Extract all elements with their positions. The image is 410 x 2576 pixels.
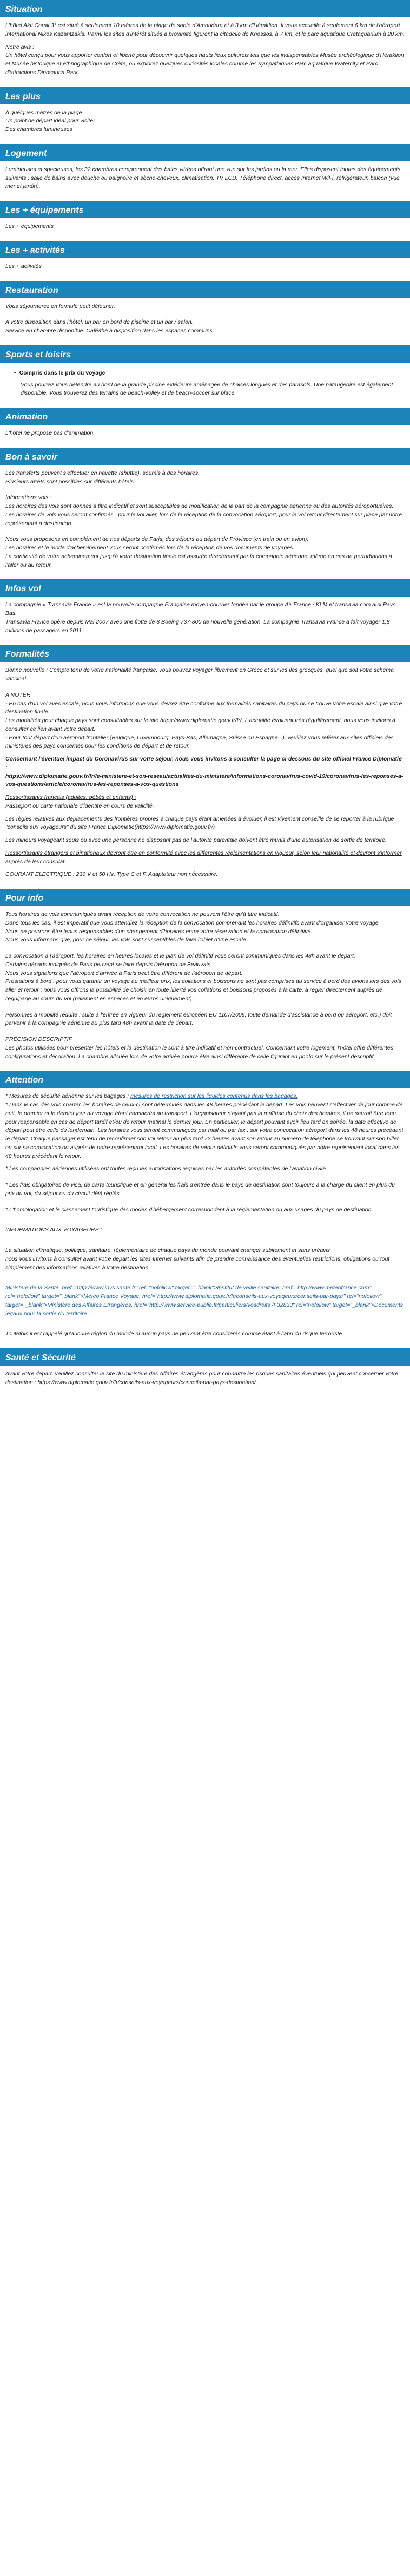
list-item: A quelques mètres de la plage [5, 109, 82, 116]
paragraph: - En cas d'un vol avec escale, nous vous informons que vous devrez être conforme aux formalités sanitaires du pays où se trouve votre escale ainsi que votre destination finale. [5, 700, 402, 716]
section-title: Infos vol [0, 579, 410, 597]
section-bon-a-savoir [0, 448, 410, 570]
paragraph: Les + activités [5, 263, 42, 270]
paragraph: Les modalités pour chaque pays sont consultables sur le site https://www.diplomatie.gouv.fr/fr/. L'actualité évoluant très régulièrement, nous vous invitons à consulter ce lien avant votre départ. [5, 717, 395, 732]
paragraph: Un hôtel conçu pour vous apporter confort et liberté pour découvrir quelques hauts lieux culturels tels que les indispensables Musée archéologique d'Héraklion et Musée historique et ethnographique de Crète, ou explorez quelques curiosités locales comme les sympathiques Parc aquatique Watercity et Parc d'attractions Dinosauria Park. [5, 52, 404, 76]
paragraph: nous vous invitons à consulter avant votre départ les sites Internet suivants afin de prendre connaissance des éventuelles restrictions, obligations ou tout simplement des informations relatives à votre destination. [5, 1255, 390, 1271]
section-title: Santé et Sécurité [0, 1348, 410, 1366]
link-ministere-sante[interactable]: Ministère de la Santé [5, 1284, 59, 1292]
list-item: Un point de départ idéal pour visiter [5, 117, 95, 124]
paragraph: L'hôtel ne propose pas d'animation. [5, 430, 95, 436]
paragraph: Nous vous proposons en complément de nos départs de Paris, des séjours au départ de Province (en train ou en avion). [5, 536, 309, 543]
section-title: Les + activités [0, 241, 410, 258]
paragraph: Bonne nouvelle : Compte tenu de votre nationalité française, vous pouvez voyager librement en Grèce et sur les îles grecques, quel que soit votre schéma vaccinal. [5, 667, 394, 682]
paragraph: La continuité de votre acheminement jusqu'à votre destination finale est assurée directement par la compagnie aérienne, même en cas de perturbations à l'aller ou au retour. [5, 553, 392, 568]
paragraph: Prestations à bord : pour vous garantir un voyage au meilleur prix, les collations et boissons ne sont pas comprises au service à bord des avions lors des vols aller et retour ; nous vous offrons la possibilité de choisir en toute liberté vos collations et boissons proposés à la carte, à régler directement auprès de l'équipage au cours du vol (paiement en espèces et en euros uniquement). [5, 978, 401, 1002]
paragraph: Service en chambre disponible. Café/thé à disposition dans les espaces communs. [5, 327, 214, 334]
paragraph: Informations vols : [5, 494, 52, 501]
paragraph: La compagnie « Transavia France » est la nouvelle compagnie Française moyen-courrier fondée par le groupe Air France / KLM et transavia.com aux Pays Bas. [5, 601, 396, 617]
paragraph: Les règles relatives aux déplacements des frontières propres à chaque pays étant amenées à évoluer, il est vivement conseillé de se reporter à la rubrique "conseils aux voyageurs" du site France Diplomatie(https://www.diplomatie.gouv.fr/) [5, 815, 394, 831]
paragraph: Notre avis : [5, 43, 35, 50]
paragraph: Certains départs indiqués de Paris peuvent se faire depuis l'aéroport de Beauvais. [5, 961, 212, 968]
section-sante [0, 1348, 410, 1387]
link-diplomatie-covid[interactable]: https://www.diplomatie.gouv.fr/fr/le-ministere-et-son-reseau/actualites-du-ministere/informations-coronavirus-covid-19/coronavirus-les-reponses-a-vos-questions/article/coronavirus-les-reponses-a-vos-questions [5, 772, 404, 788]
paragraph: Personnes à mobilité réduite : suite à l'entrée en vigueur du règlement européen EU 1107/2006, toute demande d'assistance à bord ou aéroport, etc.) doit parvenir à la compagnie aérienne au plus tard 48h avant la date de départ. [5, 1011, 392, 1027]
section-title: Animation [0, 408, 410, 425]
section-attention [0, 1071, 410, 1339]
paragraph: Les horaires et le mode d'acheminement vous seront confirmés lors de la réception de vos documents de voyages. [5, 545, 295, 551]
paragraph: * L'homologation et le classement touristique des modes d'hébergement correspondent à la réglementation ou aux usages du pays de destination. [5, 1206, 373, 1213]
section-infos-vol [0, 579, 410, 635]
section-title: Restauration [0, 281, 410, 298]
section-title: Attention [0, 1071, 410, 1088]
paragraph: Passeport ou carte nationale d'identité en cours de validité. [5, 802, 154, 809]
section-animation [0, 408, 410, 438]
paragraph: PRÉCISION DESCRIPTIF [5, 1036, 72, 1043]
section-title: Logement [0, 144, 410, 161]
paragraph: Les horaires de vols vous seront confirmés : pour le vol aller, lors de la réception de la convocation aéroport, pour le vol retour directement sur place par notre représentant à destination. [5, 511, 402, 527]
paragraph: COURANT ELECTRIQUE : 230 V et 50 Hz. Type C et F. Adaptateur non nécessaire. [5, 871, 218, 878]
paragraph: Transavia France opère depuis Mai 2007 avec une flotte de 8 Boeing 737-800 de nouvelle génération. La compagnie Transavia France a fait voyager 1,8 millions de passagers en 2011. [5, 618, 390, 634]
section-title: Bon à savoir [0, 448, 410, 465]
section-plus [0, 87, 410, 134]
paragraph: Vous pourrez vous détendre au bord de la grande piscine extérieure aménagée de chaises longues et des parasols. Une pataugeoire est également disponible. Vous trouverez des terrains de beach-volley et de beach-soccer sur place. [21, 381, 393, 397]
paragraph: - Pour tout départ d'un aéroport frontalier (Belgique, Luxembourg, Pays-Bas, Allemagne, Suisse ou Espagne...), veuillez vous référer aux sites officiels des ministères des pays concernés pour les conditions de départ et de retour. [5, 734, 394, 750]
paragraph: Avant votre départ, veuillez consulter le site du ministère des Affaires étrangères pour connaître les risques sanitaires éventuels qui peuvent concerner votre destination : https://www.diplomatie.gouv.fr/fr/conseils-aux-voyageurs/conseils-par-pays-destination/ [5, 1371, 399, 1386]
paragraph: A NOTER [5, 691, 31, 698]
section-equipements [0, 201, 410, 231]
link-liquides[interactable]: mesures de restriction sur les liquides contenus dans les bagages. [130, 1093, 298, 1100]
paragraph: Nous vous informons que, pour ce séjour, les vols sont susceptibles de faire l'objet d'une escale. [5, 936, 248, 943]
paragraph: La situation climatique, politique, sanitaire, réglementaire de chaque pays du monde pouvant changer subitement et sans préavis [5, 1247, 330, 1254]
paragraph: Ressortissants étrangers et binationaux devront être en conformité avec les différentes réglementations en vigueur, selon leur nationalité et devront s'informer auprès de leur consulat. [5, 849, 402, 865]
section-formalites [0, 645, 410, 879]
section-restauration [0, 281, 410, 336]
paragraph: L'hôtel Akti Corali 3* est situé à seulement 10 mètres de la plage de sable d'Amoudara et à 3 km d'Héraklion. Il vous accueille à seulement 6 km de l'aéroport international Nikos Kazantzakis. Parmi les sites d'intérêt situés à proximité figurent la citadelle de Knossos, à 7 km, et le parc aquatique Cretaquarium à 20 km. [5, 22, 405, 37]
paragraph: INFORMATIONS AUX VOYAGEURS : [5, 1227, 102, 1234]
section-situation [0, 0, 410, 77]
paragraph: Vous séjournerez en formule petit déjeuner. [5, 303, 115, 310]
paragraph: Toutefois il est rappelé qu'aucune région du monde ni aucun pays ne peuvent être considérés comme étant à l'abri du risque terroriste. [5, 1330, 344, 1338]
section-title: Pour info [0, 889, 410, 906]
paragraph: Tous horaires de vols communiqués avant réception de votre convocation ne peuvent l'être qu'à titre indicatif. [5, 911, 280, 917]
paragraph: Les mineurs voyageant seuls ou avec une personne ne disposant pas de l'autorité parentale doivent être munis d'une autorisation de sortie de territoire. [5, 837, 387, 843]
section-activites [0, 241, 410, 271]
paragraph: Lumineuses et spacieuses, les 32 chambres comprennent des baies vitrées offrant une vue sur les jardins ou la mer. Elles disposent toutes des équipements suivants : salle de bains avec douche ou baignoire et sèche-cheveux, climatisation, TV LCD, Téléphone direct, accès Internet WiFi, réfrigérateur, balcon (vue mer et jardin). [5, 166, 401, 190]
paragraph: Nous vous signalons que l'aéroport d'arrivée à Paris peut être différent de l'aéroport de départ. [5, 969, 243, 976]
paragraph: La convocation à l'aéroport, les horaires en heures locales et le plan de vol définitif vous seront communiqués dans les 48h avant le départ. [5, 953, 355, 959]
paragraph: Nous ne pourrons être tenus responsables d'un changement d'horaires entre votre réservation et la convocation définitive. [5, 928, 313, 935]
paragraph: * Dans le cas des vols charter, les horaires de ceux-ci sont déterminés dans les 48 heures précédant le départ. Les vols peuvent s'effectuer de jour comme de nuit, le premier et le dernier jour du voyage étant consacrés au transport. L'organisateur n'ayant pas la maîtrise du choix des horaires, il ne saurait être tenu pour responsable en cas de départ tardif et/ou de retour matinal le dernier jour. En particulier, le départ pouvant avoir lieu tard en soirée, la date effective de départ peut être celle du lendemain. Les horaires vous seront communiqués par mail ou par fax ; sur votre convocation aéroport dans les 48 heures précédant le départ. Chaque passager est tenu de reconfirmer son vol retour au plus tard 72 heures avant son retour au numéro de téléphone se trouvant sur son billet ou sur sa convocation ou auprès de notre représentant local. Les horaires de retour définitifs vous seront communiqués par notre représentant local dans les 48 heures précédant le retour. [5, 1102, 404, 1159]
paragraph-text: * Mesures de sécurité aérienne sur les bagages : [5, 1093, 131, 1100]
section-logement [0, 144, 410, 191]
list-item-title: • Compris dans le prix du voyage [14, 369, 405, 378]
section-title: Les + équipements [0, 201, 410, 218]
paragraph: Les horaires des vols sont donnés à titre indicatif et sont susceptibles de modification de la part de la compagnie aérienne ou des autorités aéroportuaires. [5, 503, 394, 509]
paragraph [5, 1092, 405, 1101]
paragraph: Concernant l'éventuel impact du Coronavirus sur votre séjour, nous vous invitons à consulter la page ci-dessous du site officiel France Diplomatie : [5, 756, 402, 771]
list-item: Des chambres lumineuses [5, 126, 72, 133]
paragraph: Les transferts peuvent s'effectuer en navette (shuttle), soumis à des horaires. [5, 469, 200, 476]
section-title: Formalités [0, 645, 410, 662]
paragraph: Plusieurs arrêts sont possibles sur différents hôtels. [5, 478, 135, 485]
paragraph-text: , href="http://www.invs.sante.fr" rel="nofollow" target="_blank">Institut de veille sanitaire, href="http://www.meteofrance.com" rel="nofollow" target="_blank">Météo France Voyage, href="http://www.diplomatie.gouv.fr/fr/conseils-aux-voyageurs/conseils-par-pays/" rel="nofollow" target="_blank">Ministère des Affaires Étrangères, href="http://www.service-public.fr/particuliers/vosdroits /F32833" rel="nofollow" target="_blank">Documents légaux pour la sortie du territoire. [5, 1284, 404, 1317]
paragraph: * Les frais obligatoires de visa, de carte touristique et en général les frais d'entrée dans le pays de destination sont toujours à la charge du client en plus du prix du vol, du séjour ou du circuit déjà réglés. [5, 1182, 395, 1197]
section-title: Sports et loisirs [0, 345, 410, 363]
paragraph: Dans tous les cas, il est impératif que vous attendiez la réception de la convocation comprenant les horaires définitifs avant d'organiser votre voyage. [5, 919, 380, 926]
paragraph: A votre disposition dans l'hôtel, un bar en bord de piscine et un bar / salon. [5, 319, 193, 326]
paragraph: Les + équipements [5, 223, 54, 230]
section-title: Les plus [0, 87, 410, 104]
section-sports [0, 345, 410, 398]
section-pour-info [0, 889, 410, 1061]
paragraph: Les photos utilisées pour présenter les hôtels et la destination le sont à titre indicatif et non-contractuel. Concernant votre logement, l'hôtel offre différentes configurations et décoration. La chambre allouée lors de votre arrivée pourra être ainsi différente de celle figurant en photo sur le présent descriptif. [5, 1044, 393, 1060]
section-title: Situation [0, 0, 410, 17]
paragraph [5, 1284, 405, 1318]
paragraph: * Les compagnies aériennes utilisées ont toutes reçu les autorisations requises par les autorités compétentes de l'aviation civile. [5, 1165, 327, 1172]
paragraph: Ressortissants français (adultes, bébés et enfants) : [5, 794, 136, 801]
